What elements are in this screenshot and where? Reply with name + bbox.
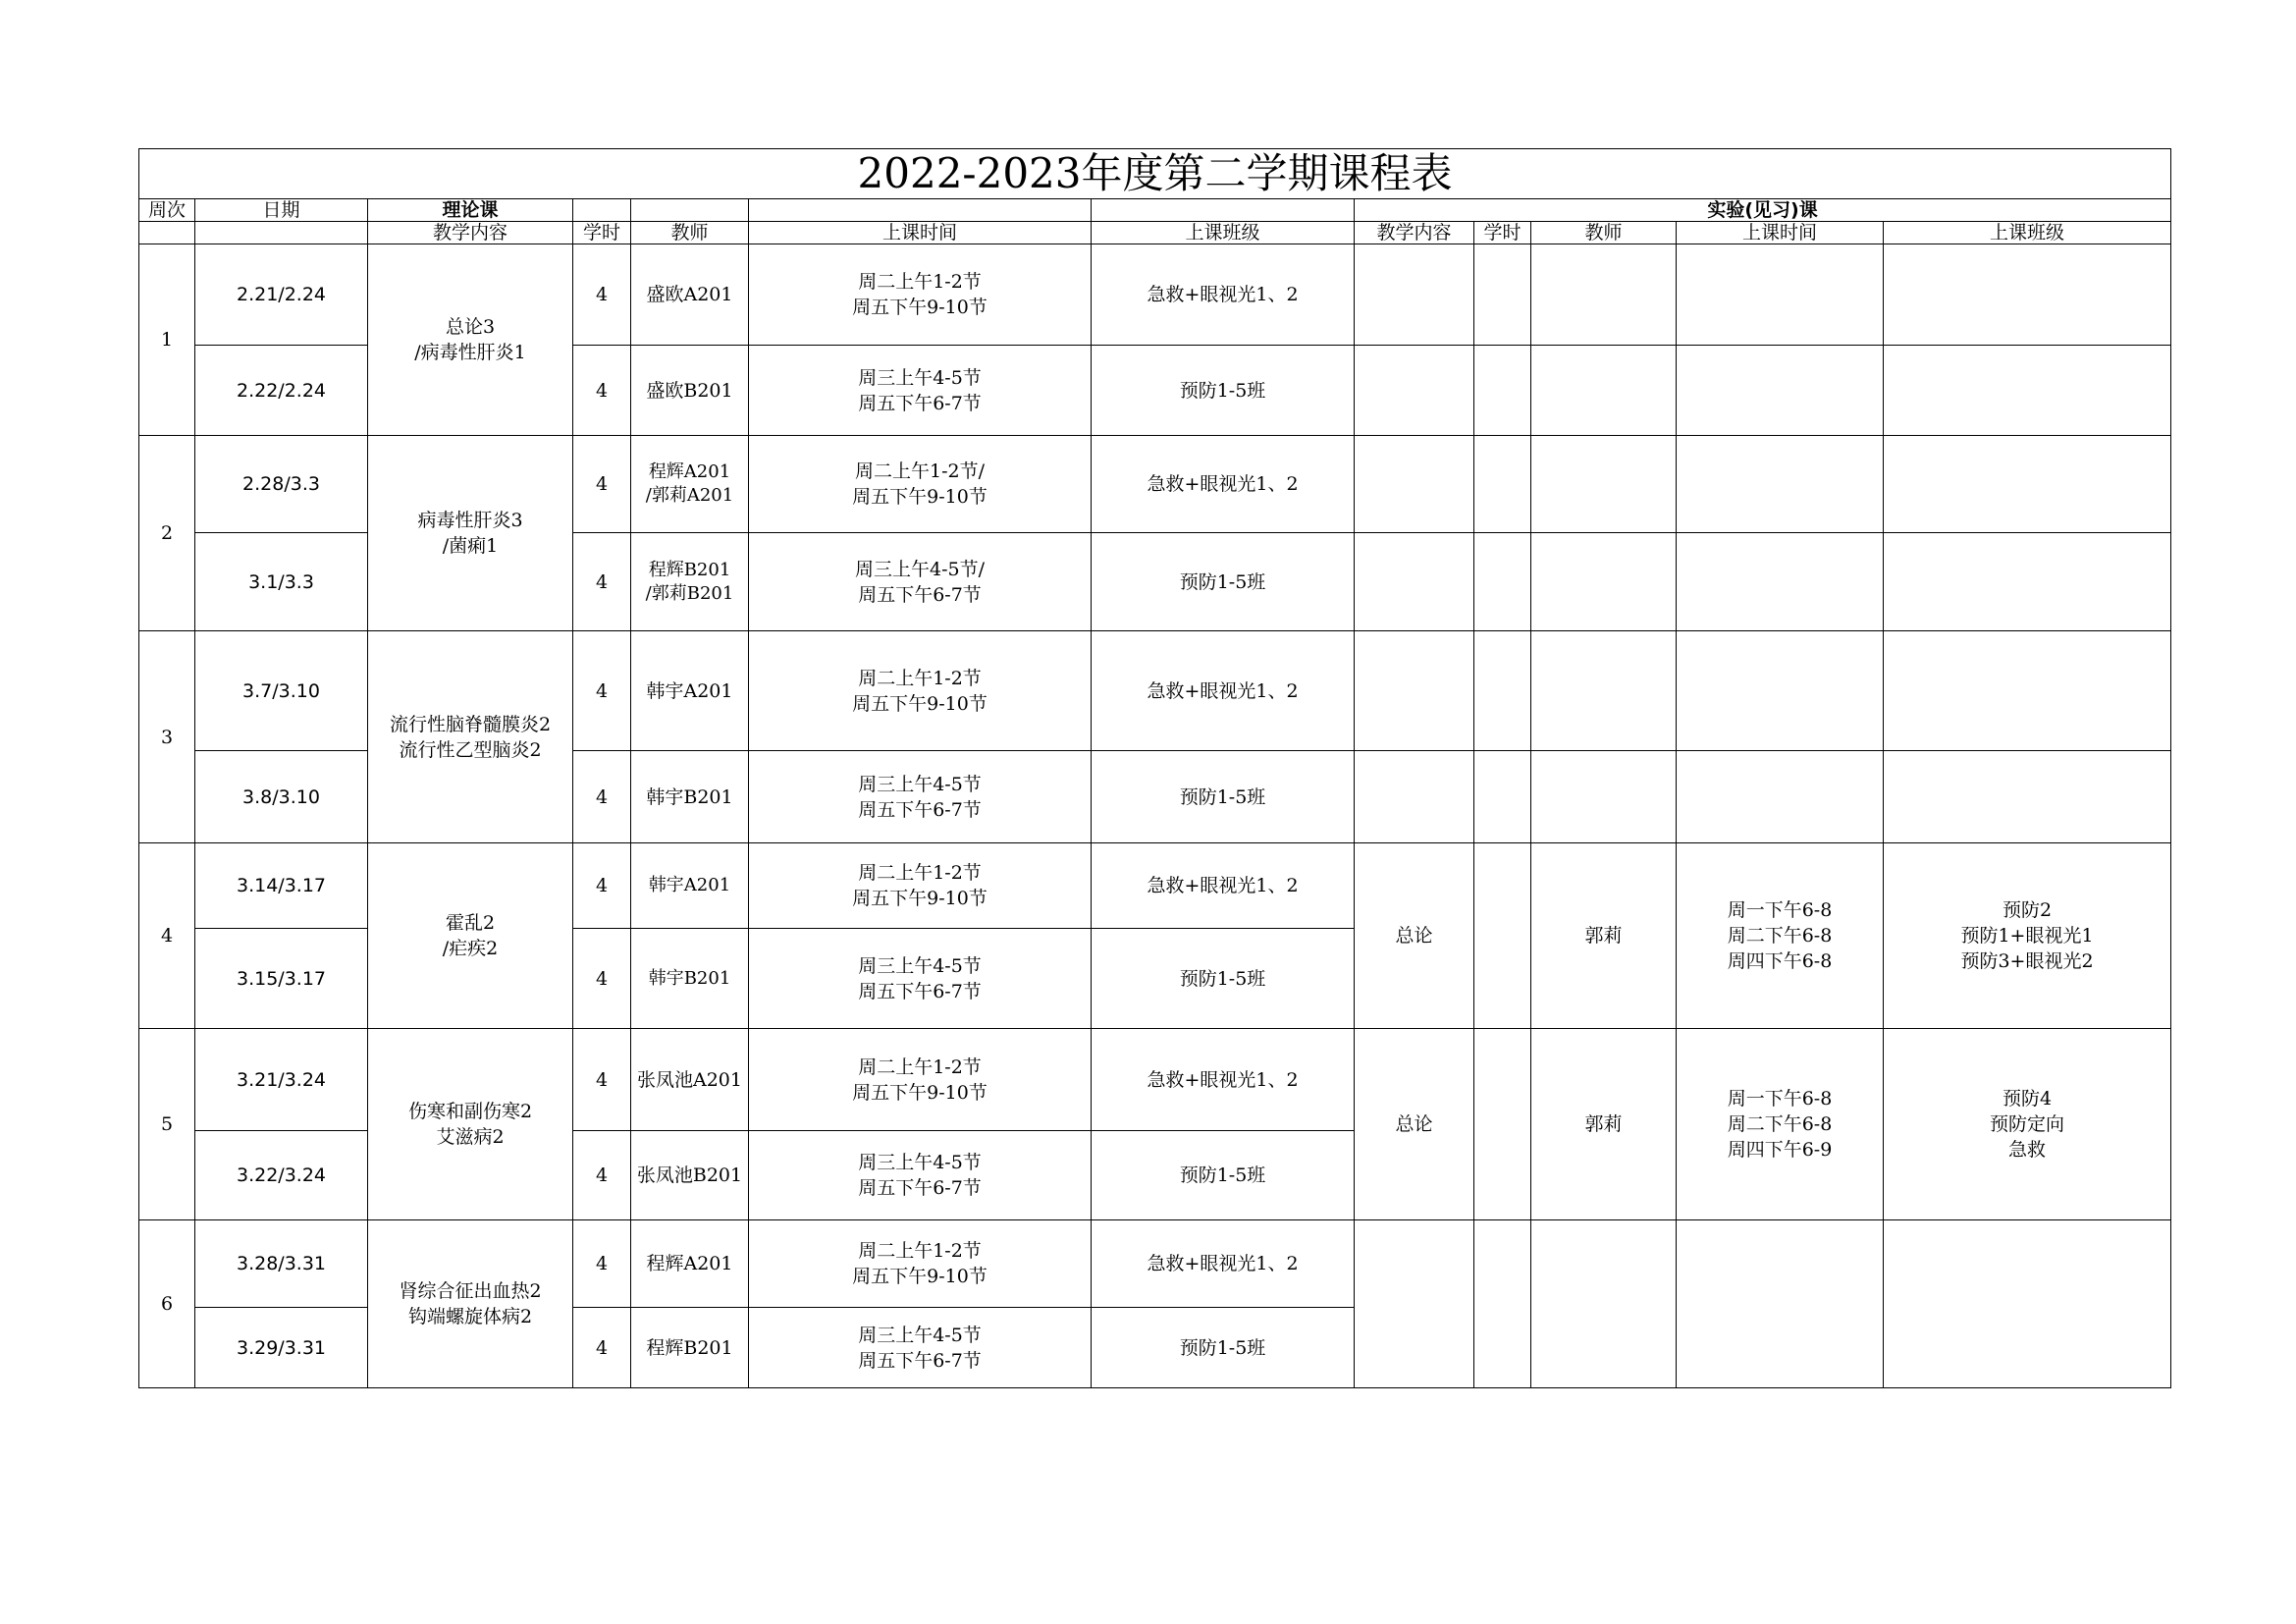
lab-hours-cell — [1474, 244, 1531, 346]
teacher-cell: 程辉B201 /郭莉B201 — [631, 533, 749, 631]
teacher-cell: 程辉B201 — [631, 1308, 749, 1388]
class-cell: 急救+眼视光1、2 — [1092, 1029, 1355, 1131]
schedule-table — [138, 148, 2171, 1388]
class-cell: 预防1-5班 — [1092, 533, 1355, 631]
hours-cell: 4 — [573, 1131, 631, 1220]
table-row — [139, 631, 2171, 751]
teacher-cell: 韩宇B201 — [631, 751, 749, 843]
lab-hours-cell — [1474, 1220, 1531, 1388]
week-number: 2 — [139, 436, 195, 631]
lab-content-cell — [1355, 436, 1474, 533]
lab-class-cell: 预防2 预防1+眼视光1 预防3+眼视光2 — [1884, 843, 2171, 1029]
time-cell: 周三上午4-5节 周五下午6-7节 — [749, 929, 1092, 1029]
lab-content-cell: 总论 — [1355, 843, 1474, 1029]
lab-class-cell — [1884, 244, 2171, 346]
date-cell: 3.14/3.17 — [195, 843, 368, 929]
date-cell: 2.21/2.24 — [195, 244, 368, 346]
lab-hours-cell — [1474, 843, 1531, 1029]
time-cell: 周二上午1-2节 周五下午9-10节 — [749, 631, 1092, 751]
lab-time-cell — [1677, 751, 1884, 843]
lab-teacher-cell — [1531, 751, 1677, 843]
lab-class-cell — [1884, 751, 2171, 843]
page-title: 2022-2023年度第二学期课程表 — [139, 149, 2171, 199]
lab-time-cell — [1677, 1220, 1884, 1388]
content-cell: 病毒性肝炎3 /菌痢1 — [368, 436, 573, 631]
header-theory-section: 理论课 — [368, 199, 573, 222]
class-cell: 急救+眼视光1、2 — [1092, 843, 1355, 929]
content-cell: 伤寒和副伤寒2 艾滋病2 — [368, 1029, 573, 1220]
class-cell: 预防1-5班 — [1092, 929, 1355, 1029]
lab-time-cell — [1677, 436, 1884, 533]
class-cell: 预防1-5班 — [1092, 346, 1355, 436]
lab-time-cell — [1677, 244, 1884, 346]
week-number: 4 — [139, 843, 195, 1029]
header-teacher: 教师 — [631, 222, 749, 244]
hours-cell: 4 — [573, 1220, 631, 1308]
lab-hours-cell — [1474, 436, 1531, 533]
content-cell: 霍乱2 /疟疾2 — [368, 843, 573, 1029]
week-number: 1 — [139, 244, 195, 436]
lab-time-cell — [1677, 346, 1884, 436]
date-cell: 3.21/3.24 — [195, 1029, 368, 1131]
date-cell: 3.29/3.31 — [195, 1308, 368, 1388]
teacher-cell: 韩宇A201 — [631, 631, 749, 751]
class-cell: 急救+眼视光1、2 — [1092, 631, 1355, 751]
content-cell: 肾综合征出血热2 钩端螺旋体病2 — [368, 1220, 573, 1388]
header-content: 教学内容 — [368, 222, 573, 244]
lab-time-cell: 周一下午6-8 周二下午6-8 周四下午6-9 — [1677, 1029, 1884, 1220]
header-week: 周次 — [139, 199, 195, 222]
lab-hours-cell — [1474, 751, 1531, 843]
hours-cell: 4 — [573, 843, 631, 929]
lab-teacher-cell — [1531, 533, 1677, 631]
week-number: 3 — [139, 631, 195, 843]
time-cell: 周二上午1-2节/ 周五下午9-10节 — [749, 436, 1092, 533]
lab-hours-cell — [1474, 631, 1531, 751]
teacher-cell: 程辉A201 /郭莉A201 — [631, 436, 749, 533]
week-number: 6 — [139, 1220, 195, 1388]
hours-cell: 4 — [573, 631, 631, 751]
header-date: 日期 — [195, 199, 368, 222]
hours-cell: 4 — [573, 244, 631, 346]
lab-time-cell — [1677, 533, 1884, 631]
header-class: 上课班级 — [1092, 222, 1355, 244]
header-lab-teacher: 教师 — [1531, 222, 1677, 244]
header-lab-section: 实验(见习)课 — [1355, 199, 2171, 222]
lab-content-cell — [1355, 244, 1474, 346]
lab-class-cell — [1884, 346, 2171, 436]
header-blank — [573, 199, 631, 222]
header-lab-class: 上课班级 — [1884, 222, 2171, 244]
header-time: 上课时间 — [749, 222, 1092, 244]
lab-class-cell — [1884, 436, 2171, 533]
time-cell: 周三上午4-5节 周五下午6-7节 — [749, 751, 1092, 843]
time-cell: 周二上午1-2节 周五下午9-10节 — [749, 1029, 1092, 1131]
lab-hours-cell — [1474, 533, 1531, 631]
class-cell: 预防1-5班 — [1092, 1131, 1355, 1220]
lab-teacher-cell: 郭莉 — [1531, 1029, 1677, 1220]
time-cell: 周三上午4-5节 周五下午6-7节 — [749, 1308, 1092, 1388]
time-cell: 周二上午1-2节 周五下午9-10节 — [749, 1220, 1092, 1308]
lab-class-cell: 预防4 预防定向 急救 — [1884, 1029, 2171, 1220]
header-lab-content: 教学内容 — [1355, 222, 1474, 244]
header-blank — [139, 222, 195, 244]
date-cell: 3.8/3.10 — [195, 751, 368, 843]
time-cell: 周二上午1-2节 周五下午9-10节 — [749, 244, 1092, 346]
lab-class-cell — [1884, 1220, 2171, 1388]
date-cell: 2.28/3.3 — [195, 436, 368, 533]
table-row — [139, 843, 2171, 929]
header-blank — [749, 199, 1092, 222]
class-cell: 急救+眼视光1、2 — [1092, 436, 1355, 533]
table-row — [139, 436, 2171, 533]
class-cell: 急救+眼视光1、2 — [1092, 1220, 1355, 1308]
lab-content-cell — [1355, 346, 1474, 436]
table-row — [139, 1029, 2171, 1131]
hours-cell: 4 — [573, 436, 631, 533]
teacher-cell: 韩宇B201 — [631, 929, 749, 1029]
lab-time-cell — [1677, 631, 1884, 751]
table-row — [139, 1220, 2171, 1308]
header-lab-time: 上课时间 — [1677, 222, 1884, 244]
hours-cell: 4 — [573, 533, 631, 631]
lab-teacher-cell — [1531, 436, 1677, 533]
lab-teacher-cell: 郭莉 — [1531, 843, 1677, 1029]
hours-cell: 4 — [573, 346, 631, 436]
time-cell: 周三上午4-5节/ 周五下午6-7节 — [749, 533, 1092, 631]
hours-cell: 4 — [573, 751, 631, 843]
lab-content-cell — [1355, 1220, 1474, 1388]
date-cell: 3.7/3.10 — [195, 631, 368, 751]
hours-cell: 4 — [573, 1029, 631, 1131]
hours-cell: 4 — [573, 1308, 631, 1388]
header-blank — [195, 222, 368, 244]
class-cell: 预防1-5班 — [1092, 751, 1355, 843]
teacher-cell: 盛欧A201 — [631, 244, 749, 346]
date-cell: 3.22/3.24 — [195, 1131, 368, 1220]
date-cell: 3.15/3.17 — [195, 929, 368, 1029]
schedule-sheet — [138, 148, 2170, 1388]
lab-class-cell — [1884, 631, 2171, 751]
content-cell: 流行性脑脊髓膜炎2 流行性乙型脑炎2 — [368, 631, 573, 843]
lab-content-cell — [1355, 533, 1474, 631]
lab-content-cell — [1355, 751, 1474, 843]
lab-content-cell: 总论 — [1355, 1029, 1474, 1220]
lab-teacher-cell — [1531, 1220, 1677, 1388]
teacher-cell: 盛欧B201 — [631, 346, 749, 436]
lab-teacher-cell — [1531, 631, 1677, 751]
table-row — [139, 244, 2171, 346]
teacher-cell: 韩宇A201 — [631, 843, 749, 929]
header-hours: 学时 — [573, 222, 631, 244]
date-cell: 3.28/3.31 — [195, 1220, 368, 1308]
header-blank — [1092, 199, 1355, 222]
class-cell: 急救+眼视光1、2 — [1092, 244, 1355, 346]
class-cell: 预防1-5班 — [1092, 1308, 1355, 1388]
time-cell: 周三上午4-5节 周五下午6-7节 — [749, 1131, 1092, 1220]
lab-teacher-cell — [1531, 346, 1677, 436]
lab-content-cell — [1355, 631, 1474, 751]
hours-cell: 4 — [573, 929, 631, 1029]
content-cell: 总论3 /病毒性肝炎1 — [368, 244, 573, 436]
teacher-cell: 张凤池A201 — [631, 1029, 749, 1131]
lab-class-cell — [1884, 533, 2171, 631]
lab-hours-cell — [1474, 346, 1531, 436]
lab-hours-cell — [1474, 1029, 1531, 1220]
lab-time-cell: 周一下午6-8 周二下午6-8 周四下午6-8 — [1677, 843, 1884, 1029]
teacher-cell: 程辉A201 — [631, 1220, 749, 1308]
week-number: 5 — [139, 1029, 195, 1220]
teacher-cell: 张凤池B201 — [631, 1131, 749, 1220]
header-lab-hours: 学时 — [1474, 222, 1531, 244]
header-blank — [631, 199, 749, 222]
lab-teacher-cell — [1531, 244, 1677, 346]
date-cell: 3.1/3.3 — [195, 533, 368, 631]
date-cell: 2.22/2.24 — [195, 346, 368, 436]
time-cell: 周三上午4-5节 周五下午6-7节 — [749, 346, 1092, 436]
time-cell: 周二上午1-2节 周五下午9-10节 — [749, 843, 1092, 929]
